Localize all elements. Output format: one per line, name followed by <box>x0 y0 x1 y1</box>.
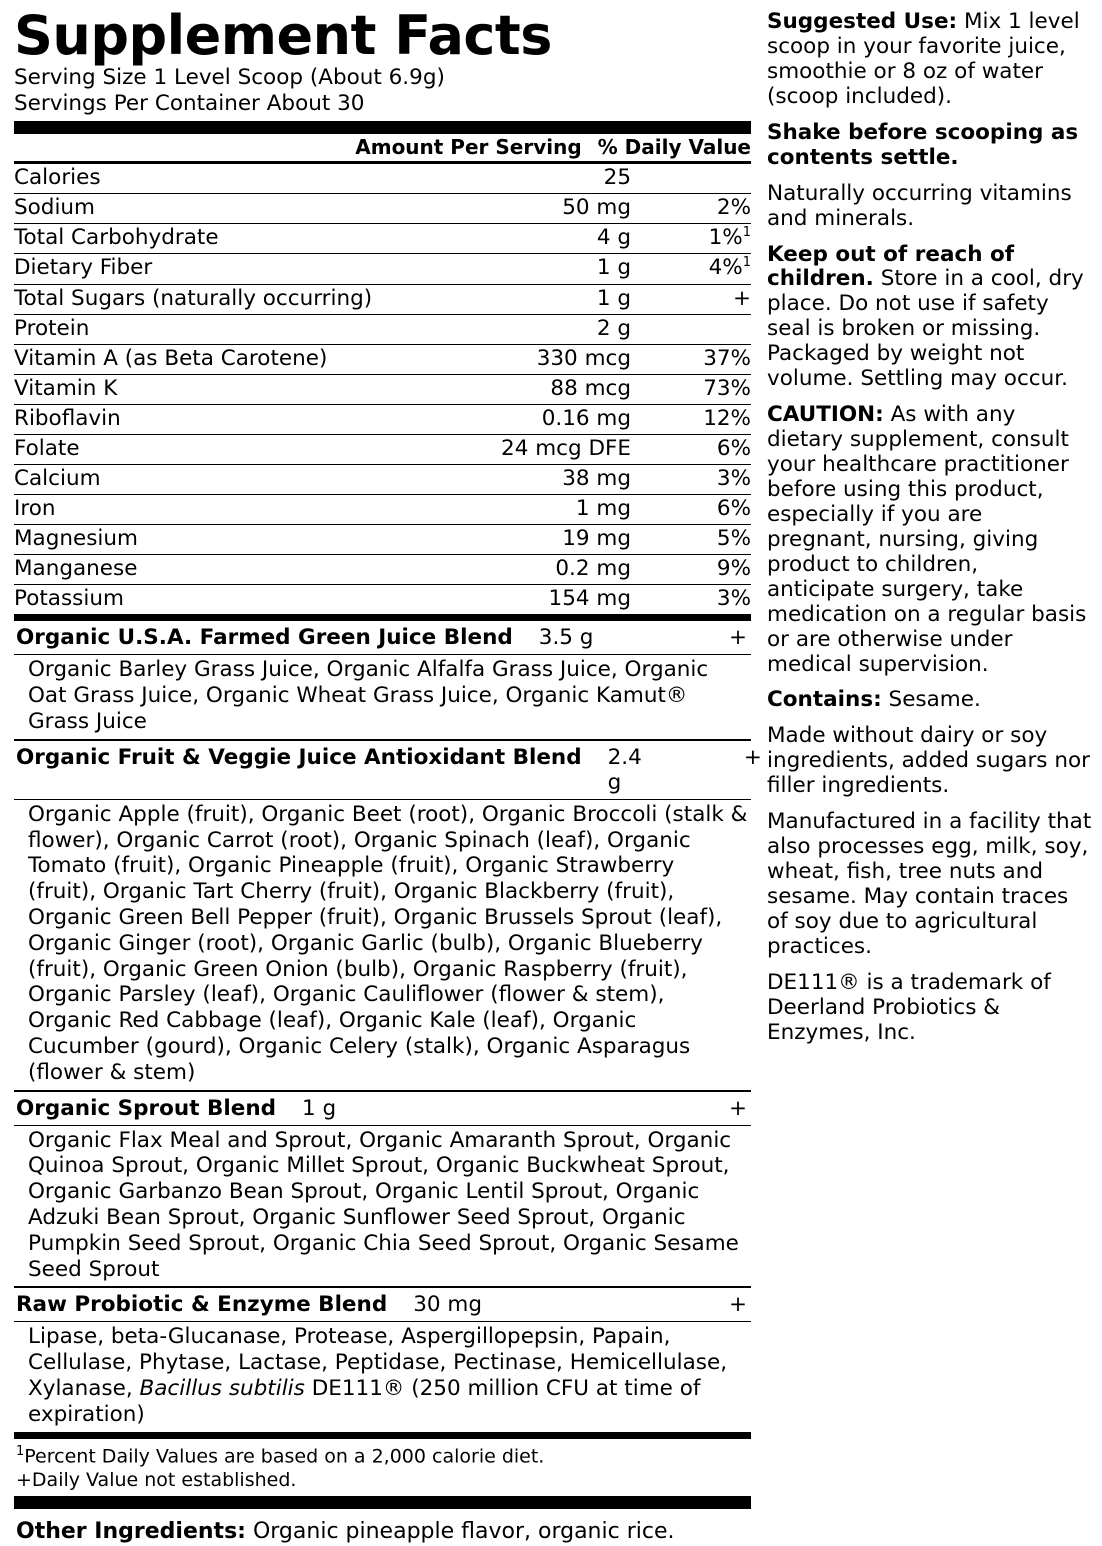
blend-amount: 3.5 g <box>538 625 594 651</box>
nutrient-dv: 9% <box>631 555 751 585</box>
table-row <box>14 284 751 314</box>
storage-block <box>767 243 1092 393</box>
nutrient-name: Potassium <box>14 586 124 612</box>
header-blank <box>14 134 355 162</box>
nutrient-dv: 3% <box>631 465 751 495</box>
nutrient-name: Total Sugars (naturally occurring) <box>14 284 441 314</box>
nutrient-amount: 330 mcg <box>441 344 631 374</box>
blend-header <box>14 621 751 654</box>
blend-ingredient-species: Bacillus subtilis <box>139 1375 305 1401</box>
other-ingredients <box>14 1509 751 1545</box>
nutrient-name: Vitamin A (as Beta Carotene) <box>14 344 441 374</box>
nutrient-dv: + <box>631 284 751 314</box>
blend-header <box>14 741 762 799</box>
blend-amount: 30 mg <box>413 1292 483 1318</box>
nutrient-name: Protein <box>14 314 441 344</box>
nutrient-amount: 2 g <box>441 314 631 344</box>
footnote-marker: 1 <box>16 1443 25 1459</box>
nutrition-table <box>14 134 751 162</box>
table-row <box>14 434 751 464</box>
panel-title: Supplement Facts <box>14 4 552 67</box>
trademark-note: DE111® is a trademark of Deerland Probiotics & Enzymes, Inc. <box>767 969 1051 1045</box>
nutrient-dv: 5% <box>631 525 751 555</box>
table-row <box>14 585 751 615</box>
blend-amount: 1 g <box>302 1095 337 1121</box>
nutrient-name: Dietary Fiber <box>14 254 441 284</box>
nutrient-amount: 4 g <box>441 224 631 254</box>
contains-block <box>767 688 1092 713</box>
caution-label: CAUTION: <box>767 402 884 428</box>
dv-value: 4% <box>708 255 743 281</box>
nutrient-dv: 6% <box>631 434 751 464</box>
suggested-use-label: Suggested Use: <box>767 9 958 34</box>
blend-ingredients: Organic Flax Meal and Sprout, Organic Amaranth Sprout, Organic Quinoa Sprout, Organic Millet Sprout, Organic Buckwheat Sprout, Organic Garbanzo Bean Sprout, Organic Lentil Sprout, Organic Adzuki Bean Sprout, Organic Sunflower Seed Sprout, Organic Pumpkin Seed Sprout, Organic Chia Seed Sprout, Organic Sesame Seed Sprout <box>28 1127 739 1282</box>
facility-allergen-note: Manufactured in a facility that also processes egg, milk, soy, wheat, fish, tree nuts and sesame. May contain traces of soy due to agricultural practices. <box>767 809 1092 959</box>
nutrient-dv <box>631 314 751 344</box>
suggested-use <box>767 10 1092 110</box>
other-ingredients-text: Organic pineapple flavor, organic rice. <box>245 1519 675 1545</box>
serving-info <box>14 65 751 117</box>
divider-before-blends <box>14 614 751 621</box>
nutrient-amount: 50 mg <box>441 193 631 223</box>
divider-heavy-bottom <box>14 1496 751 1509</box>
table-row <box>14 374 751 404</box>
nutrient-amount: 38 mg <box>441 465 631 495</box>
table-row <box>14 314 751 344</box>
nutrient-name: Total Carbohydrate <box>14 224 441 254</box>
nutrient-amount: 19 mg <box>441 525 631 555</box>
nutrient-name: Folate <box>14 434 441 464</box>
serving-size: Serving Size 1 Level Scoop (About 6.9g) <box>14 65 445 91</box>
nutrient-name: Riboflavin <box>14 404 441 434</box>
keep-out-of-reach-label: Keep out of reach of children. <box>767 241 1015 292</box>
nutrient-name: Sodium <box>14 193 441 223</box>
table-row <box>14 344 751 374</box>
vitamins-note: Naturally occurring vitamins and minerals. <box>767 180 1072 231</box>
nutrient-dv <box>631 224 751 254</box>
table-header-row <box>14 134 751 162</box>
blend-amount: 2.4 g <box>607 744 642 795</box>
blend-header <box>14 1288 751 1321</box>
table-row <box>14 254 751 284</box>
blend-name: Organic U.S.A. Farmed Green Juice Blend <box>16 625 513 651</box>
nutrient-amount: 1 g <box>441 254 631 284</box>
table-row <box>14 224 751 254</box>
header-amount-per-serving: Amount Per Serving <box>355 134 597 162</box>
nutrient-amount: 1 g <box>441 284 631 314</box>
nutrient-amount: 154 mg <box>548 586 631 612</box>
blend-name: Organic Fruit & Veggie Juice Antioxidant Blend <box>16 744 582 770</box>
made-without-note: Made without dairy or soy ingredients, added sugars nor filler ingredients. <box>767 723 1090 799</box>
dv-value: 1% <box>708 225 743 251</box>
nutrient-name: Calories <box>14 164 441 194</box>
dv-footnote-marker: 1 <box>742 255 751 271</box>
caution-block <box>767 403 1092 677</box>
blend-ingredients: Organic Apple (fruit), Organic Beet (root), Organic Broccoli (stalk & flower), Organic Carrot (root), Organic Spinach (leaf), Organic Tomato (fruit), Organic Pineapple (fruit), Organic Strawberry (fruit), Organic Tart Cherry (fruit), Organic Blackberry (fruit), Organic Green Bell Pepper (fruit), Organic Brussels Sprout (leaf), Organic Ginger (root), Organic Garlic (bulb), Organic Blueberry (fruit), Organic Green Onion (bulb), Organic Raspberry (fruit), Organic Parsley (leaf), Organic Cauliflower (flower & stem), Organic Red Cabbage (leaf), Organic Kale (leaf), Organic Cucumber (gourd), Organic Celery (stalk), Organic Asparagus (flower & stem) <box>28 801 748 1085</box>
nutrient-dv: 12% <box>631 404 751 434</box>
nutrient-dv: 6% <box>631 495 751 525</box>
nutrient-amount: 88 mcg <box>441 374 631 404</box>
storage-text: Store in a cool, dry place. Do not use if safety seal is broken or missing. Packaged by weight not volume. Settling may occur. <box>767 266 1084 392</box>
nutrient-amount: 1 mg <box>441 495 631 525</box>
blend-dv: + <box>728 1095 747 1121</box>
blend-name: Raw Probiotic & Enzyme Blend <box>16 1292 388 1318</box>
nutrient-dv: 3% <box>716 586 751 612</box>
blend-ingredients: Organic Barley Grass Juice, Organic Alfalfa Grass Juice, Organic Oat Grass Juice, Organic Wheat Grass Juice, Organic Kamut® Grass Juice <box>28 657 709 734</box>
blend-ingredients <box>14 1322 751 1431</box>
nutrient-name: Magnesium <box>14 525 441 555</box>
shake-notice: Shake before scooping as contents settle. <box>767 119 1079 170</box>
blend-ingredients-post: DE111® (250 million CFU at time of expiration) <box>28 1375 701 1427</box>
nutrient-dv: 73% <box>631 374 751 404</box>
other-ingredients-label: Other Ingredients: <box>16 1519 246 1545</box>
table-row <box>14 495 751 525</box>
table-row <box>14 555 751 585</box>
footnote-text: Percent Daily Values are based on a 2,000 calorie diet. <box>24 1444 545 1467</box>
footnotes <box>14 1439 751 1497</box>
blend-dv: + <box>743 744 762 770</box>
servings-per-container: Servings Per Container About 30 <box>14 91 365 117</box>
footnote-not-established: +Daily Value not established. <box>16 1468 297 1491</box>
nutrient-name: Iron <box>14 495 441 525</box>
contains-label: Contains: <box>767 687 882 713</box>
nutrient-amount: 25 <box>441 164 631 194</box>
nutrient-dv: 37% <box>631 344 751 374</box>
blend-header <box>14 1092 751 1125</box>
table-row <box>14 404 751 434</box>
supplement-facts-panel <box>14 4 762 1546</box>
table-row <box>14 465 751 495</box>
nutrient-dv <box>631 254 751 284</box>
nutrient-amount: 0.16 mg <box>441 404 631 434</box>
footnote-daily-value <box>16 1444 749 1469</box>
nutrient-name: Manganese <box>14 555 441 585</box>
page-columns <box>14 4 1092 1546</box>
nutrient-amount: 24 mcg DFE <box>441 434 631 464</box>
nutrient-amount: 0.2 mg <box>441 555 631 585</box>
nutrient-name: Vitamin K <box>14 374 441 404</box>
nutrient-dv <box>631 164 751 194</box>
usage-and-warnings <box>751 8 1092 1057</box>
nutrient-dv: 2% <box>631 193 751 223</box>
divider-before-footnotes <box>14 1432 751 1439</box>
table-row <box>14 164 751 194</box>
blend-name: Organic Sprout Blend <box>16 1095 277 1121</box>
divider-heavy-top <box>14 121 751 134</box>
caution-text: As with any dietary supplement, consult your healthcare practitioner before using this product, especially if you are pregnant, nursing, giving product to children, anticipate surgery, take medication on a regular basis or are otherwise under medical supervision. <box>767 402 1087 677</box>
header-daily-value: % Daily Value <box>598 134 751 162</box>
blend-ingredients-pre: Lipase, beta-Glucanase, Protease, Aspergillopepsin, Papain, Cellulase, Phytase, Lactase, Peptidase, Pectinase, Hemicellulase, Xylanase, <box>28 1324 728 1401</box>
blend-dv: + <box>728 625 747 651</box>
table-row <box>14 193 751 223</box>
table-row <box>14 525 751 555</box>
nutrient-name: Calcium <box>14 465 441 495</box>
nutrient-rows <box>14 164 751 614</box>
dv-footnote-marker: 1 <box>742 225 751 241</box>
contains-text: Sesame. <box>881 687 981 713</box>
blend-dv: + <box>728 1292 747 1318</box>
suggested-use-text: Mix 1 level scoop in your favorite juice, smoothie or 8 oz of water (scoop included). <box>767 9 1080 109</box>
